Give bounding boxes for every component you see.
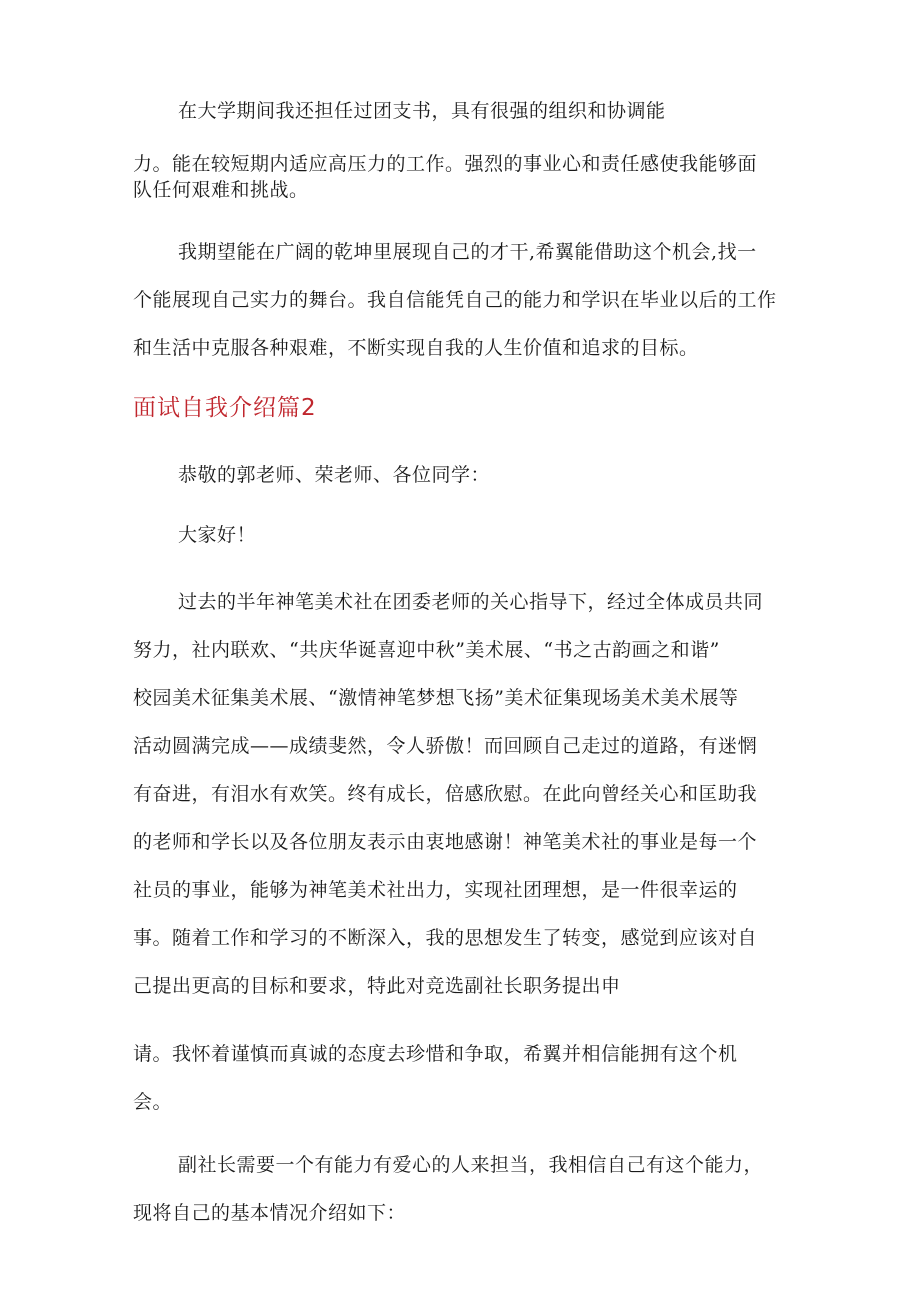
paragraph-line: 现将自己的基本情况介绍如下：	[133, 1202, 407, 1224]
greeting-line: 大家好！	[178, 524, 257, 546]
section-heading: 面试自我介绍篇2	[133, 395, 317, 421]
paragraph-line: 力。能在较短期内适应高压力的工作。强烈的事业心和责任感使我能够面	[133, 153, 758, 175]
paragraph-line: 个能展现自己实力的舞台。我自信能凭自己的能力和学识在毕业以后的工作	[133, 289, 777, 311]
paragraph-line: 事。随着工作和学习的不断深入，我的思想发生了转变，感觉到应该对自	[133, 927, 758, 949]
paragraph-line: 活动圆满完成——成绩斐然，令人骄傲！而回顾自己走过的道路，有迷惘	[133, 735, 758, 757]
paragraph-line: 我期望能在广阔的乾坤里展现自己的才干,希翼能借助这个机会,找一	[178, 241, 757, 263]
paragraph-line: 副社长需要一个有能力有爱心的人来担当，我相信自己有这个能力，	[178, 1154, 764, 1176]
paragraph-line: 努力，社内联欢、“共庆华诞喜迎中秋”美术展、“书之古韵画之和谐”	[133, 639, 720, 661]
paragraph-line: 过去的半年神笔美术社在团委老师的关心指导下，经过全体成员共同	[178, 591, 764, 613]
paragraph-line: 社员的事业，能够为神笔美术社出力，实现社团理想，是一件很幸运的	[133, 879, 738, 901]
paragraph-line: 校园美术征集美术展、“激情神笔梦想飞扬”美术征集现场美术美术展等	[133, 687, 739, 709]
paragraph-line: 有奋进，有泪水有欢笑。终有成长，倍感欣慰。在此向曾经关心和匡助我	[133, 783, 758, 805]
paragraph-line: 和生活中克服各种艰难，不断实现自我的人生价值和追求的目标。	[133, 337, 699, 359]
paragraph-line: 的老师和学长以及各位朋友表示由衷地感谢！神笔美术社的事业是每一个	[133, 831, 758, 853]
paragraph-line: 己提出更高的目标和要求，特此对竞选副社长职务提出申	[133, 975, 621, 997]
paragraph-line: 队任何艰难和挑战。	[133, 179, 309, 201]
paragraph-line: 在大学期间我还担任过团支书，具有很强的组织和协调能	[178, 100, 666, 122]
paragraph-line: 请。我怀着谨慎而真诚的态度去珍惜和争取，希翼并相信能拥有这个机	[133, 1043, 738, 1065]
paragraph-line: 会。	[133, 1091, 173, 1113]
salutation-line: 恭敬的郭老师、荣老师、各位同学：	[178, 464, 491, 486]
